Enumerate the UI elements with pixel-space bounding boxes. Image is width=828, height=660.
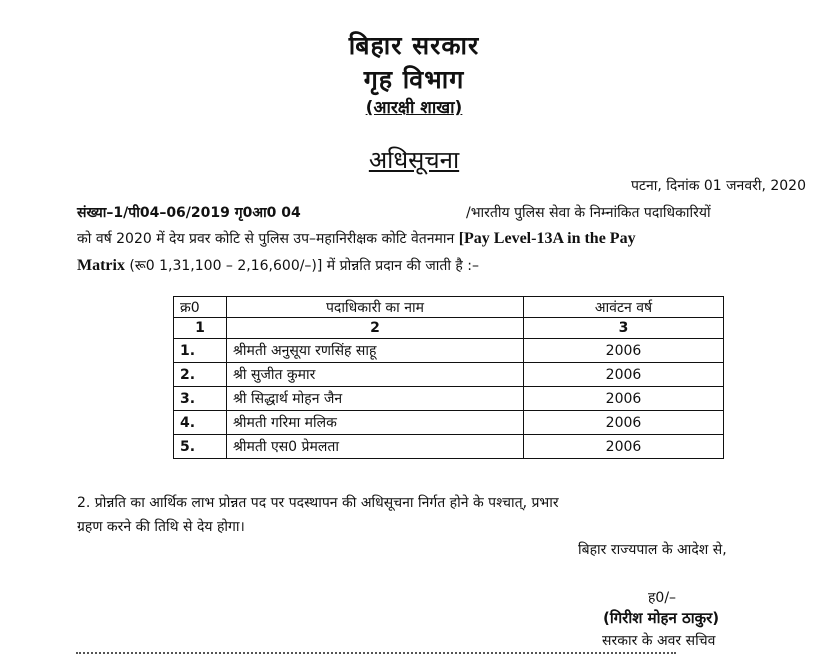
promotion-table — [173, 296, 724, 459]
department-heading: बिहार सरकार — [348, 31, 480, 60]
sub-department-heading: गृह विभाग — [363, 65, 465, 94]
body-line-3-text: (रू0 1,31,100 – 2,16,600/–)] में प्रोन्नति प्रदान की जाती है :– — [124, 258, 480, 274]
body-line-3 — [77, 256, 479, 275]
table-column-number-row — [174, 318, 724, 339]
year-cell: 2006 — [524, 411, 724, 435]
table-row — [174, 411, 724, 435]
table-row — [174, 339, 724, 363]
name-cell: श्रीमती अनुसूया रणसिंह साहू — [227, 339, 524, 363]
reference-text: /भारतीय पुलिस सेवा के निम्नांकित पदाधिकारियों — [466, 205, 711, 221]
paragraph-2-line-2: ग्रहण करने की तिथि से देय होगा। — [77, 519, 245, 535]
notification-title: अधिसूचना — [368, 146, 460, 174]
serial-cell: 3. — [174, 387, 227, 411]
body-line-2-text: को वर्ष 2020 में देय प्रवर कोटि से पुलिस उप–महानिरीक्षक कोटि वेतनमान — [77, 231, 459, 247]
body-line-2 — [77, 229, 636, 248]
year-cell: 2006 — [524, 339, 724, 363]
table-header-row — [174, 297, 724, 318]
header-serial: क्र0 — [174, 297, 227, 318]
serial-cell: 1. — [174, 339, 227, 363]
column-number: 3 — [524, 318, 724, 339]
serial-cell: 2. — [174, 363, 227, 387]
signer-name: (गिरीश मोहन ठाकुर) — [603, 609, 720, 627]
table-row — [174, 387, 724, 411]
pay-level-text: [Pay Level-13A in the Pay — [458, 230, 636, 247]
header-name: पदाधिकारी का नाम — [227, 297, 524, 318]
table-row — [174, 363, 724, 387]
name-cell: श्री सिद्धार्थ मोहन जैन — [227, 387, 524, 411]
table-row — [174, 435, 724, 459]
header-year: आवंटन वर्ष — [524, 297, 724, 318]
column-number: 1 — [174, 318, 227, 339]
year-cell: 2006 — [524, 363, 724, 387]
date-line: पटना, दिनांक 01 जनवरी, 2020 — [630, 178, 806, 194]
matrix-text: Matrix — [77, 257, 125, 274]
reference-number: संख्या–1/पी04–06/2019 गृ0आ0 04 — [77, 205, 301, 221]
cut-off-text-line — [76, 652, 676, 660]
serial-cell: 4. — [174, 411, 227, 435]
signer-designation: सरकार के अवर सचिव — [602, 633, 716, 649]
signed-mark: ह0/– — [648, 590, 677, 606]
name-cell: श्री सुजीत कुमार — [227, 363, 524, 387]
branch-heading: (आरक्षी शाखा) — [365, 98, 463, 118]
name-cell: श्रीमती एस0 प्रेमलता — [227, 435, 524, 459]
serial-cell: 5. — [174, 435, 227, 459]
paragraph-2-line-1: 2. प्रोन्नति का आर्थिक लाभ प्रोन्नत पद पर पदस्थापन की अधिसूचना निर्गत होने के पश्चात्, प्रभार — [77, 495, 559, 511]
column-number: 2 — [227, 318, 524, 339]
governor-order-line: बिहार राज्यपाल के आदेश से, — [578, 542, 727, 558]
year-cell: 2006 — [524, 435, 724, 459]
year-cell: 2006 — [524, 387, 724, 411]
name-cell: श्रीमती गरिमा मलिक — [227, 411, 524, 435]
